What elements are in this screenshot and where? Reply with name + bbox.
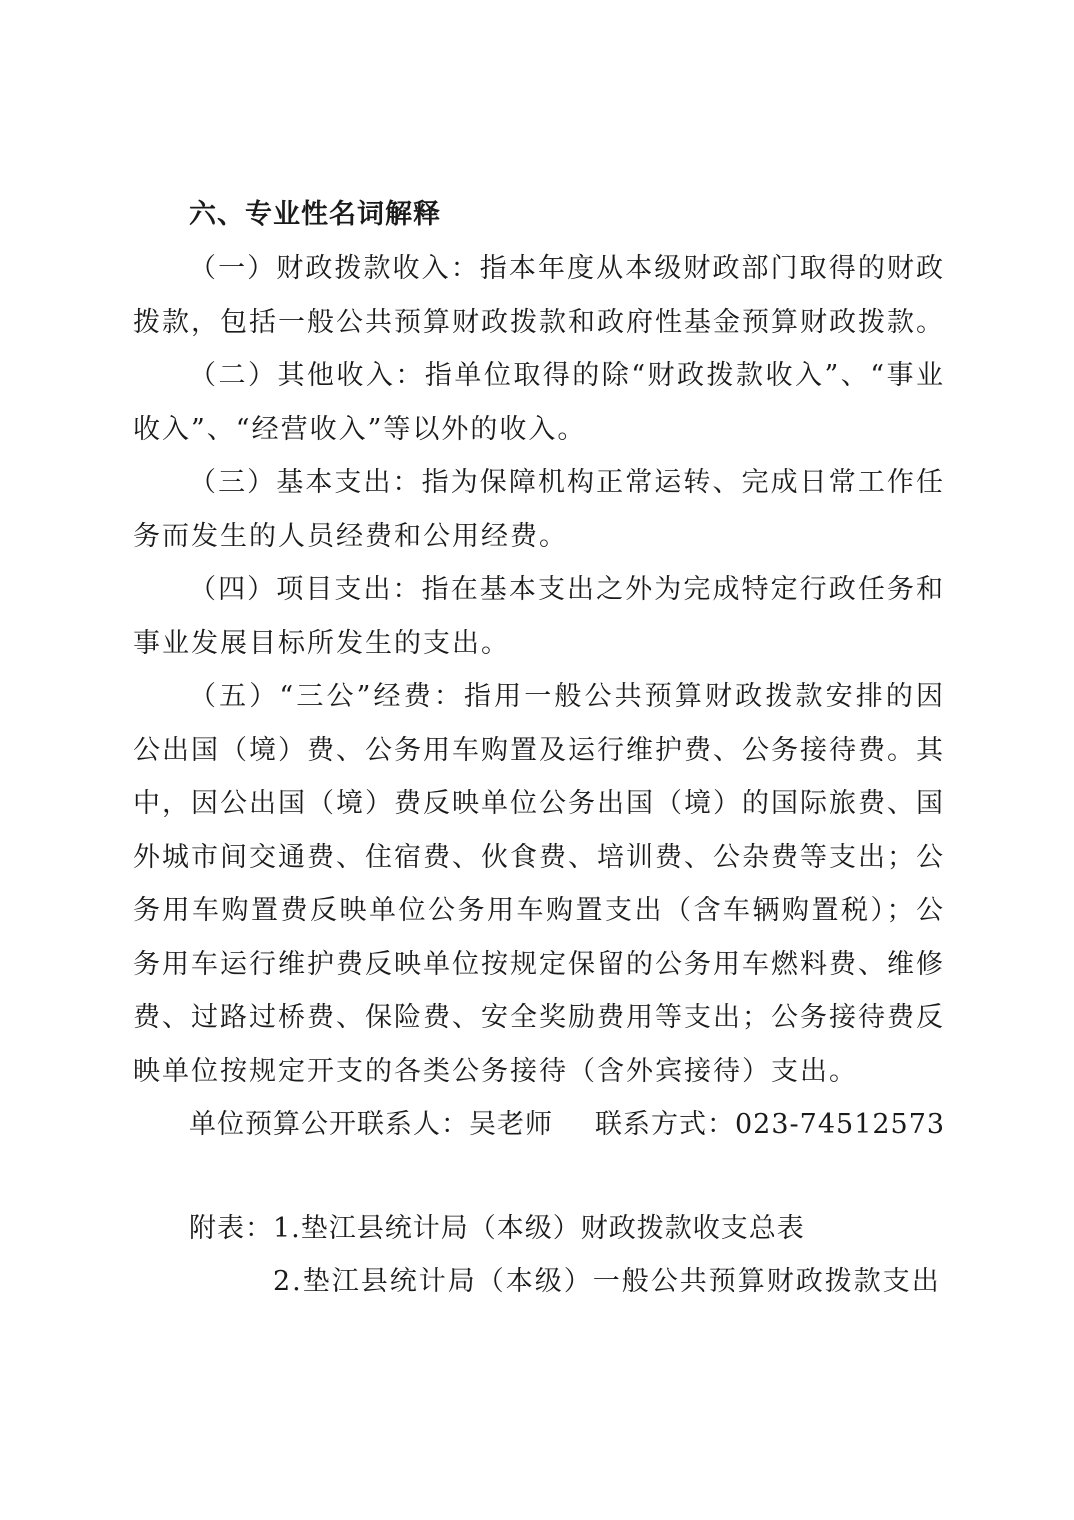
section-heading: 六、专业性名词解释	[189, 199, 441, 230]
contact-person: 单位预算公开联系人：吴老师	[189, 1109, 553, 1140]
attachment-item	[133, 1202, 945, 1256]
document-body	[133, 190, 945, 1309]
attachment-title: 2.垫江县统计局（本级）一般公共预算财政拨款支出	[273, 1266, 941, 1297]
term-fiscal-appropriation-income: （一）财政拨款收入：指本年度从本级财政部门取得的财政拨款，包括一般公共预算财政拨款和政府性基金预算财政拨款。	[133, 253, 945, 338]
attachment-list	[133, 1202, 945, 1309]
attachment-prefix: 附表：	[189, 1212, 273, 1244]
contact-line	[133, 1098, 945, 1152]
term-project-expenditure: （四）项目支出：指在基本支出之外为完成特定行政任务和事业发展目标所发生的支出。	[133, 574, 945, 659]
term-three-public-expenses: （五）“三公”经费：指用一般公共预算财政拨款安排的因公出国（境）费、公务用车购置及运行维护费、公务接待费。其中，因公出国（境）费反映单位公务出国（境）的国际旅费、国外城市间交通费、住宿费、伙食费、培训费、公杂费等支出；公务用车购置费反映单位公务用车购置支出（含车辆购置税）；公务用车运行维护费反映单位按规定保留的公务用车燃料费、维修费、过路过桥费、保险费、安全奖励费用等支出；公务接待费反映单位按规定开支的各类公务接待（含外宾接待）支出。	[133, 681, 945, 1087]
contact-phone: 联系方式：023-74512573	[595, 1109, 946, 1140]
attachment-item	[133, 1255, 945, 1309]
term-basic-expenditure: （三）基本支出：指为保障机构正常运转、完成日常工作任务而发生的人员经费和公用经费。	[133, 467, 945, 552]
attachment-title: 1.垫江县统计局（本级）财政拨款收支总表	[273, 1212, 805, 1244]
term-other-income: （二）其他收入：指单位取得的除“财政拨款收入”、“事业收入”、“经营收入”等以外的收入。	[133, 360, 945, 445]
